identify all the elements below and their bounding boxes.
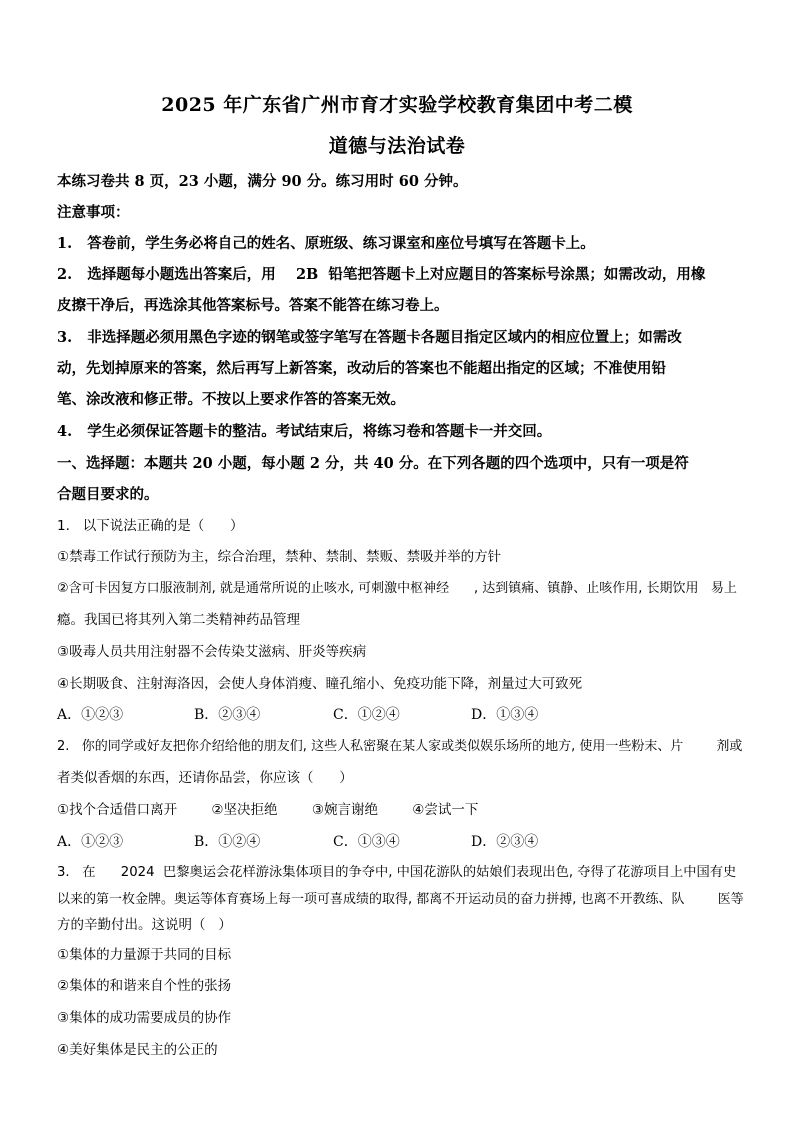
q1-statement-2-cont: 瘾。我国已将其列入第二类精神药品管理 xyxy=(57,612,300,628)
notice-item-3-cont2: 笔、涂改液和修正带。不按以上要求作答的答案无效。 xyxy=(57,391,405,408)
q1-options xyxy=(57,705,747,725)
q3-statement-2: ②集体的和谐来自个性的张扬 xyxy=(57,978,232,994)
q3-statement-3: ③集体的成功需要成员的协作 xyxy=(57,1010,232,1026)
q3-stem-cont1: 以来的第一枚金牌。奥运等体育赛场上每一项可喜成绩的取得, 都离不开运动员的奋力拼搏, 也离不开教练、队 医等 xyxy=(57,892,744,907)
notice-item-2: 2. 选择题每小题选出答案后，用 2B 铅笔把答题卡上对应题目的答案标号涂黑；如需改动，用橡 xyxy=(57,266,706,283)
q1-option-a[interactable]: A．①②③ xyxy=(57,707,124,723)
notice-heading: 注意事项： xyxy=(57,204,130,221)
q2-option-a[interactable]: A．①②③ xyxy=(57,834,124,850)
notice-item-3: 3. 非选择题必须用黑色字迹的钢笔或签字笔写在答题卡各题目指定区域内的相应位置上；如需改 xyxy=(57,329,682,346)
q2-stem: 2. 你的同学或好友把你介绍给他的朋友们, 这些人私密聚在某人家或类似娱乐场所的地方, 使用一些粉末、片 剂或 xyxy=(57,739,743,754)
q3-statement-4: ④美好集体是民主的公正的 xyxy=(57,1042,218,1058)
q2-statements: ①找个合适借口离开 ②坚决拒绝 ③婉言谢绝 ④尝试一下 xyxy=(57,802,479,818)
q3-statement-1: ①集体的力量源于共同的目标 xyxy=(57,947,232,963)
notice-item-2-cont: 皮擦干净后，再选涂其他答案标号。答案不能答在练习卷上。 xyxy=(57,297,449,314)
exam-intro: 本练习卷共 8 页，23 小题，满分 90 分。练习用时 60 分钟。 xyxy=(57,173,468,190)
exam-subtitle: 道德与法治试卷 xyxy=(328,135,466,157)
q2-option-c[interactable]: C．①③④ xyxy=(333,834,400,850)
q1-statement-3: ③吸毒人员共用注射器不会传染艾滋病、肝炎等疾病 xyxy=(57,644,367,660)
q1-option-d[interactable]: D．①③④ xyxy=(471,707,539,723)
q2-option-b[interactable]: B．①②④ xyxy=(194,834,261,850)
q2-option-d[interactable]: D．②③④ xyxy=(471,834,539,850)
q1-option-b[interactable]: B．②③④ xyxy=(194,707,261,723)
exam-title: 2025 年广东省广州市育才实验学校教育集团中考二模 xyxy=(161,94,633,116)
q1-statement-2: ②含可卡因复方口服液制剂, 就是通常所说的止咳水, 可刺激中枢神经 , 达到镇痛、镇静、止咳作用, 长期饮用 易上 xyxy=(57,581,737,596)
notice-item-1: 1. 答卷前，学生务必将自己的姓名、原班级、练习课室和座位号填写在答题卡上。 xyxy=(57,235,595,252)
notice-item-4: 4. 学生必须保证答题卡的整洁。考试结束后，将练习卷和答题卡一并交回。 xyxy=(57,423,552,440)
q1-stem: 1. 以下说法正确的是（ ） xyxy=(57,518,244,534)
q1-option-c[interactable]: C．①②④ xyxy=(333,707,400,723)
q3-stem-cont2: 方的辛勤付出。这说明（ ） xyxy=(57,917,232,933)
section-heading-cont: 合题目要求的。 xyxy=(57,486,159,503)
q3-stem: 3. 在 2024 巴黎奥运会花样游泳集体项目的争夺中, 中国花游队的姑娘们表现出色, 夺得了花游项目上中国有史 xyxy=(57,865,737,880)
q1-statement-4: ④长期吸食、注射海洛因，会使人身体消瘦、瞳孔缩小、免疫功能下降，剂量过大可致死 xyxy=(57,676,583,692)
q2-options xyxy=(57,832,747,852)
q1-statement-1: ①禁毒工作试行预防为主，综合治理，禁种、禁制、禁贩、禁吸并举的方针 xyxy=(57,549,502,565)
notice-item-3-cont1: 动，先划掉原来的答案，然后再写上新答案，改动后的答案也不能超出指定的区域；不准使用铅 xyxy=(57,360,666,377)
q2-stem-cont: 者类似香烟的东西，还请你品尝，你应该（ ） xyxy=(57,770,353,786)
section-heading: 一、选择题：本题共 20 小题，每小题 2 分，共 40 分。在下列各题的四个选项中，只有一项是符 xyxy=(57,455,689,472)
